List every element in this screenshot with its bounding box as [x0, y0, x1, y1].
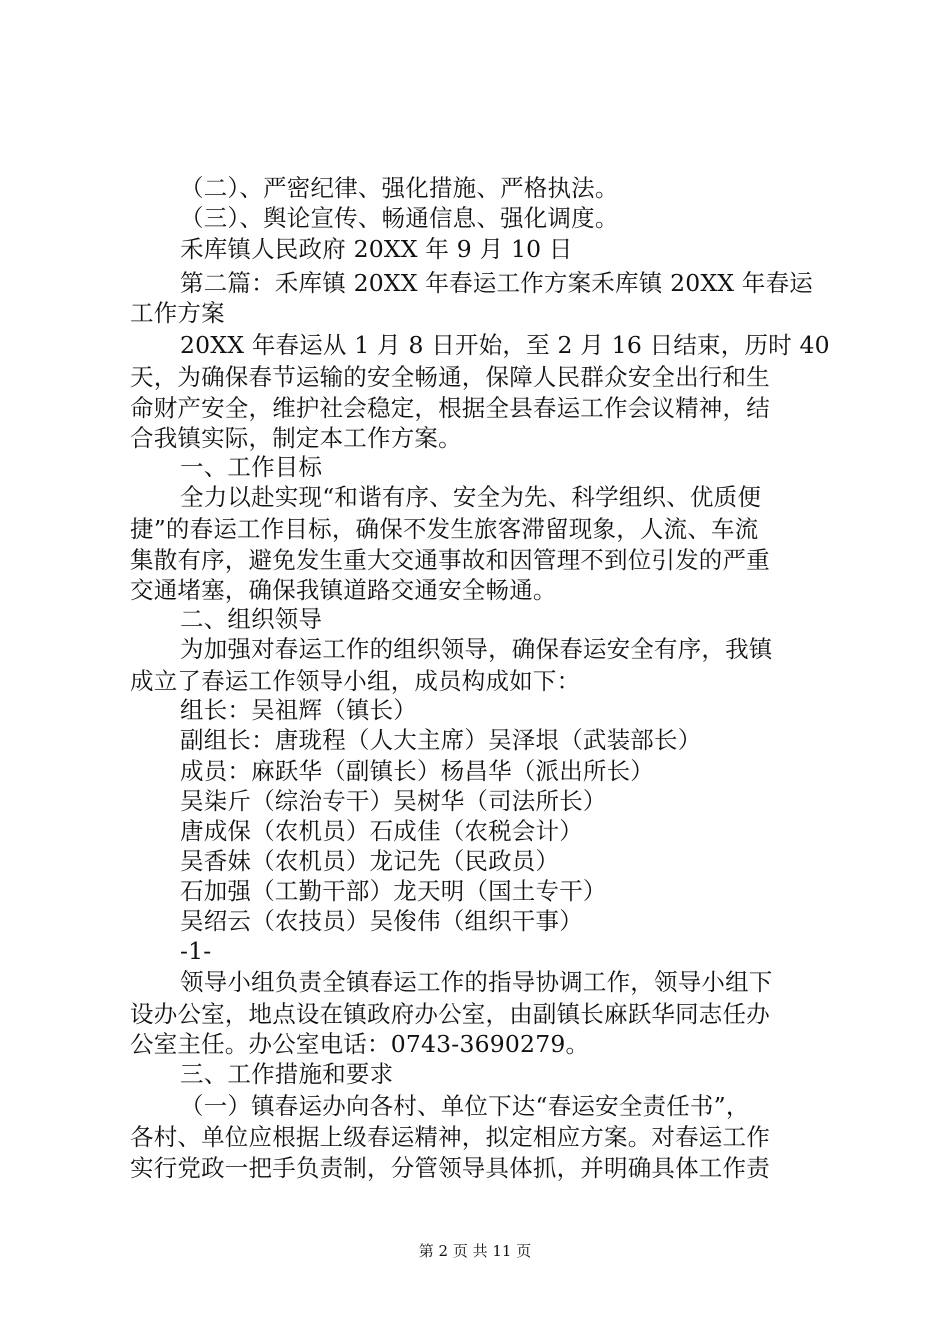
- text-line: 成立了春运工作领导小组，成员构成如下：: [130, 667, 581, 695]
- text-line: 领导小组负责全镇春运工作的指导协调工作，领导小组下: [180, 968, 773, 996]
- member-line: 吴绍云（农技员）吴俊伟（组织干事）: [180, 907, 583, 935]
- text-line: 全力以赴实现“和谐有序、安全为先、科学组织、优质便: [180, 483, 762, 511]
- section-heading: 二、组织领导: [180, 605, 323, 633]
- text-line: 第二篇：禾库镇 20XX 年春运工作方案禾库镇 20XX 年春运: [180, 269, 814, 297]
- member-line: 石加强（工勤干部）龙天明（国土专干）: [180, 877, 607, 905]
- text-line: 天，为确保春节运输的安全畅通，保障人民群众安全出行和生: [130, 363, 770, 391]
- text-line: 禾库镇人民政府 20XX 年 9 月 10 日: [180, 235, 573, 263]
- section-heading: 一、工作目标: [180, 453, 323, 481]
- text-line: 各村、单位应根据上级春运精神，拟定相应方案。对春运工作: [130, 1123, 770, 1151]
- page-footer: 第 2 页 共 11 页: [418, 1242, 532, 1260]
- text-line: 设办公室，地点设在镇政府办公室，由副镇长麻跃华同志任办: [130, 1000, 770, 1028]
- text-line: 集散有序，避免发生重大交通事故和因管理不到位引发的严重: [130, 546, 770, 574]
- text-line: 工作方案: [130, 299, 225, 327]
- text-line: 公室主任。办公室电话：0743-3690279。: [130, 1030, 590, 1058]
- text-line: 20XX 年春运从 1 月 8 日开始，至 2 月 16 日结束，历时 40: [180, 331, 830, 359]
- text-line: 命财产安全，维护社会稳定，根据全县春运工作会议精神，结: [130, 394, 770, 422]
- member-line: 组长：吴祖辉（镇长）: [180, 696, 417, 724]
- member-line: 副组长：唐珑程（人大主席）吴泽垠（武装部长）: [180, 726, 702, 754]
- member-line: 成员：麻跃华（副镇长）杨昌华（派出所长）: [180, 757, 654, 785]
- member-line: 唐成保（农机员）石成佳（农税会计）: [180, 817, 583, 845]
- member-line: 吴柒斤（综治专干）吴树华（司法所长）: [180, 787, 607, 815]
- text-line: （一）镇春运办向各村、单位下达“春运安全责任书”，: [180, 1092, 750, 1120]
- section-heading: 三、工作措施和要求: [180, 1060, 394, 1088]
- text-line: 捷”的春运工作目标，确保不发生旅客滞留现象，人流、车流: [130, 515, 759, 543]
- text-line: （三）、舆论宣传、畅通信息、强化调度。: [180, 204, 619, 232]
- text-line: 实行党政一把手负责制，分管领导具体抓，并明确具体工作责: [130, 1154, 770, 1182]
- member-line: 吴香妹（农机员）龙记先（民政员）: [180, 847, 560, 875]
- text-line: 为加强对春运工作的组织领导，确保春运安全有序，我镇: [180, 635, 773, 663]
- text-line: 交通堵塞，确保我镇道路交通安全畅通。: [130, 576, 557, 604]
- text-line: 合我镇实际，制定本工作方案。: [130, 424, 462, 452]
- text-line: （二）、严密纪律、强化措施、严格执法。: [180, 174, 619, 202]
- inline-page-marker: -1-: [180, 937, 212, 965]
